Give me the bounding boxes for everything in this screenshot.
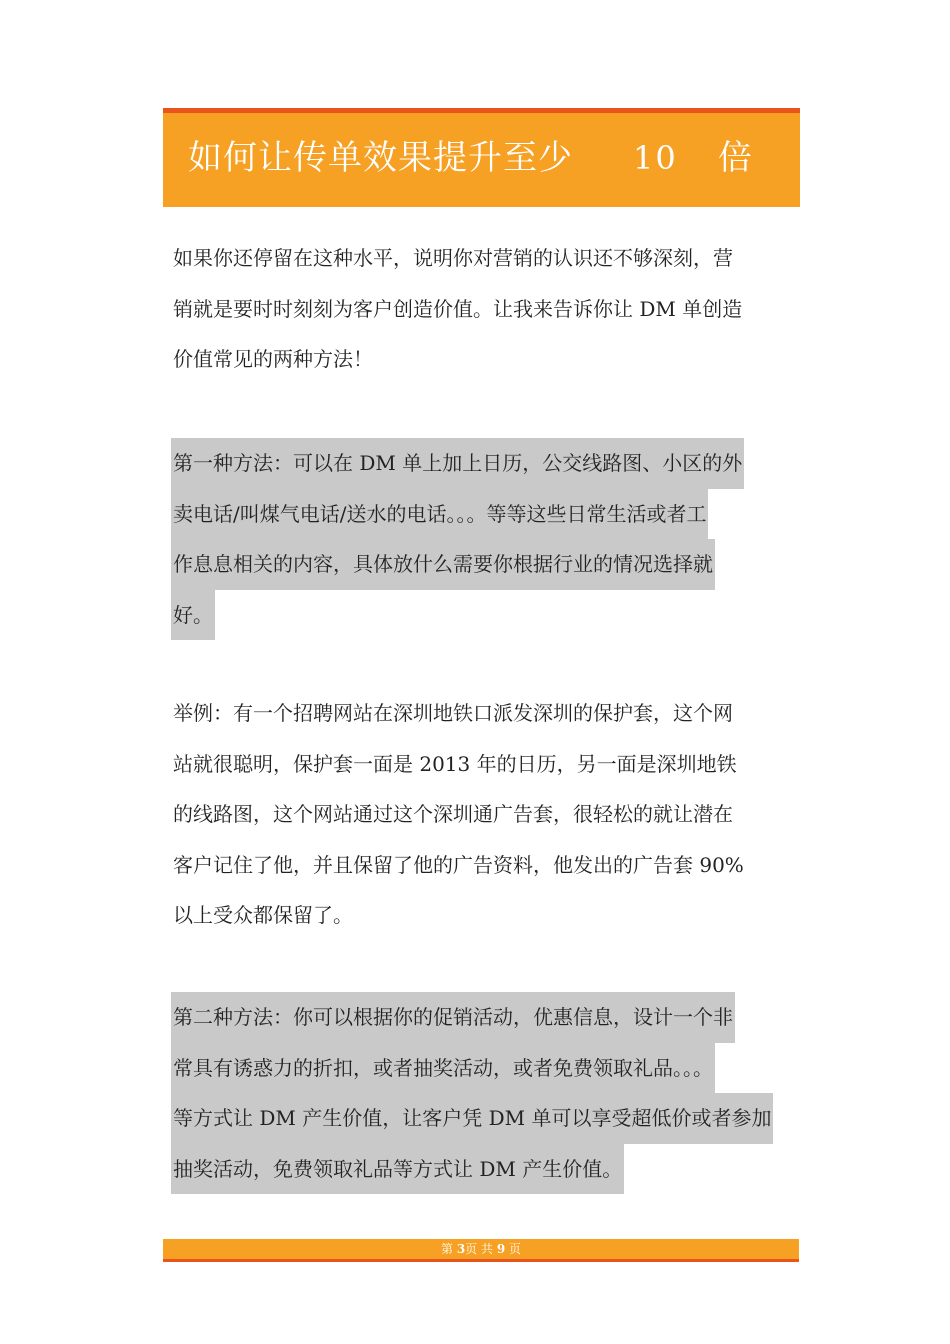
method-two-paragraph	[173, 992, 793, 1194]
text-line: 的线路图，这个网站通过这个深圳通广告套，很轻松的就让潜在	[173, 802, 733, 826]
footer-prefix: 第	[440, 1242, 457, 1256]
example-paragraph	[173, 688, 793, 941]
current-page-number: 3	[456, 1242, 466, 1256]
highlighted-line: 常具有诱惑力的折扣，或者抽奖活动，或者免费领取礼品。。。	[171, 1043, 715, 1094]
title-banner	[163, 108, 800, 207]
highlighted-line: 作息息相关的内容，具体放什么需要你根据行业的情况选择就	[171, 539, 715, 590]
text-line: 价值常见的两种方法！	[173, 347, 373, 371]
total-page-number: 9	[496, 1242, 506, 1256]
footer-suffix: 页	[505, 1242, 521, 1256]
footer-middle: 页 共	[465, 1242, 497, 1256]
page-title-number: 10	[633, 139, 678, 177]
page-title: 如何让传单效果提升至少	[188, 138, 573, 178]
text-line: 以上受众都保留了。	[173, 903, 353, 927]
page-title-suffix: 倍	[718, 138, 752, 178]
page-footer	[163, 1239, 799, 1262]
highlighted-line: 第二种方法：你可以根据你的促销活动，优惠信息，设计一个非	[171, 992, 735, 1043]
text-line: 如果你还停留在这种水平，说明你对营销的认识还不够深刻，营	[173, 246, 733, 270]
highlighted-line: 等方式让 DM 产生价值，让客户凭 DM 单可以享受超低价或者参加	[171, 1093, 773, 1144]
text-line: 客户记住了他，并且保留了他的广告资料，他发出的广告套 90%	[173, 852, 744, 877]
text-line: 举例：有一个招聘网站在深圳地铁口派发深圳的保护套，这个网	[173, 701, 733, 725]
highlighted-line: 抽奖活动，免费领取礼品等方式让 DM 产生价值。	[171, 1144, 624, 1195]
highlighted-line: 第一种方法：可以在 DM 单上加上日历，公交线路图、小区的外	[171, 438, 744, 489]
text-line: 站就很聪明，保护套一面是 2013 年的日历，另一面是深圳地铁	[173, 751, 737, 776]
method-one-paragraph	[173, 438, 793, 640]
intro-paragraph	[173, 233, 793, 385]
highlighted-line: 好。	[171, 590, 215, 641]
highlighted-line: 卖电话/叫煤气电话/送水的电话。。。等等这些日常生活或者工	[171, 489, 708, 540]
text-line: 销就是要时时刻刻为客户创造价值。让我来告诉你让 DM 单创造	[173, 296, 743, 321]
